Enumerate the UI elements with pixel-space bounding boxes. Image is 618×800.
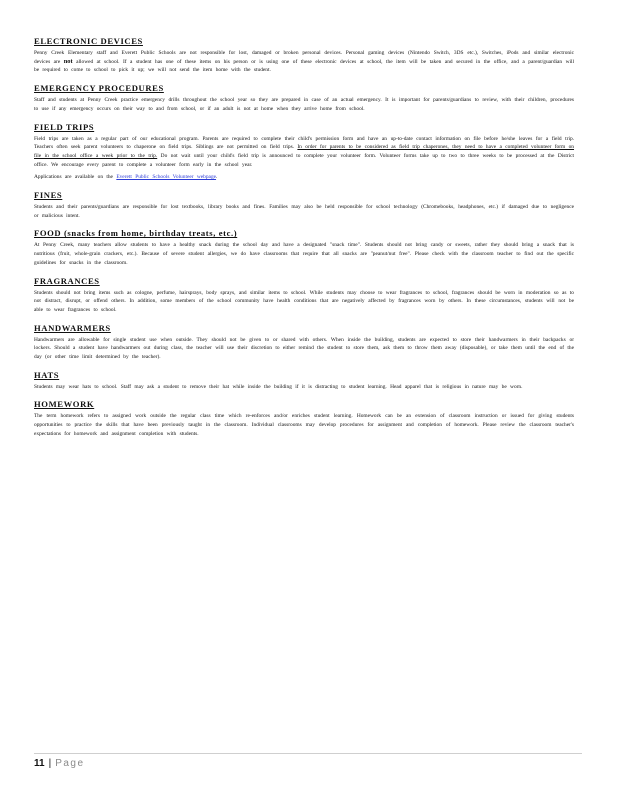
section-paragraph: [34, 241, 574, 267]
section-handwarmers: [34, 323, 574, 362]
paragraph-text: Students and their parents/guardians are responsible for lost textbooks, library books and fines. Families may also be held responsible for school technology (Chromebooks, headphones, etc.) if damaged due to negligence or malicious intent.: [34, 204, 574, 219]
paragraph-text: Students may wear hats to school. Staff may ask a student to remove their hat while inside the building if it is distracting to student learning. Head apparel that is religious in nature may be worn.: [34, 383, 523, 390]
volunteer-webpage-link[interactable]: Everett Public Schools Volunteer webpage: [116, 174, 217, 181]
paragraph-text: Students should not bring items such as cologne, perfume, hairsprays, body sprays, and similar items to school. While students may choose to wear fragrances to school, fragrances should be worn in moderation so as to not distract, disrupt, or offend others. In addition, some members of the school community have health conditions that are negatively affected by fragrances worn by others. In these circumstances, students will not be able to wear fragrances to school.: [34, 289, 574, 313]
paragraph-text: allowed at school. If a student has one of these items on his person or is using one of these electronic devices at school, the item will be taken and secured in the office, and a parent/guardian will be required to come to school to pick it up; we will not send the item home with the student.: [34, 58, 574, 74]
handbook-page: [34, 36, 574, 447]
paragraph-text: Penny Creek Elementary staff and Everett Public Schools are not responsible for lost, damaged or broken personal devices. Personal gaming devices (Nintendo Switch, 3DS etc.), Switches, iPods and similar electronic devices are: [34, 50, 574, 65]
underlined-text: In order for parents to be considered as field trip chaperones, they need to have a completed volunteer form on file in the school office a week prior to the trip.: [34, 144, 575, 159]
section-paragraph: [34, 289, 574, 315]
section-paragraph: [34, 49, 574, 75]
section-fines: [34, 190, 574, 220]
paragraph-text: Staff and students at Penny Creek practice emergency drills throughout the school year so they are prepared in case of an actual emergency. It is important for parents/guardians to review, with their children, procedures to use if any emergency occurs on their way to and from school, or if an adult is not at home when they arrive home from school.: [34, 97, 574, 112]
section-heading: FINES: [34, 190, 63, 201]
section-heading: ELECTRONIC DEVICES: [34, 36, 143, 46]
page-footer: [34, 753, 582, 769]
bold-emphasis: not: [63, 57, 73, 65]
section-paragraph: [34, 336, 574, 362]
section-heading: FIELD TRIPS: [34, 121, 95, 132]
paragraph-text: .: [216, 174, 218, 181]
section-hats: [34, 370, 574, 392]
section-homework: [34, 399, 574, 438]
section-heading: HANDWARMERS: [34, 322, 111, 333]
paragraph-text: Handwarmers are allowable for single student use when outside. They should not be given to or shared with others. When inside the building, students are expected to store their handwarmers in their backpacks or lockers. Should a student have handwarmers out during class, the teacher will use their discretion to either remind the student to store them, ask them to throw them away (disposable), or take them until the end of the day (or other time limit determined by the teacher).: [34, 336, 574, 361]
section-heading: FOOD (snacks from home, birthday treats, etc.): [34, 228, 238, 239]
section-fragrances: [34, 276, 574, 315]
section-paragraph: [34, 383, 574, 392]
footer-separator: |: [48, 758, 52, 769]
section-paragraph: [34, 96, 574, 113]
section-heading: EMERGENCY PROCEDURES: [34, 83, 164, 94]
paragraph-text: Field trips are taken as a regular part of our educational program. Parents are required to complete their child's permission form and have an up-to-date contact information on file before he/she leaves for a field trip. Teachers often seek parent volunteers to chaperone on field trips. Siblings are not permitted on field trips.: [34, 135, 574, 151]
paragraph-text: Applications are available on the: [34, 174, 117, 181]
section-food: [34, 228, 574, 267]
page-number: 11: [34, 758, 45, 769]
section-electronic: [34, 36, 574, 75]
section-field: [34, 122, 574, 183]
section-paragraph: [34, 173, 574, 182]
section-paragraph: [34, 135, 574, 170]
section-paragraph: [34, 412, 574, 438]
paragraph-text: At Penny Creek, many teachers allow students to have a healthy snack during the school day and have a designated "snack time". Students should not bring candy or sweets, rather they should bring a snack that is nutritious (fruit, whole-grain crackers, etc.). Because of severe student allergies, we do have classrooms that require that all snacks are "peanut/nut free". Please check with the classroom teacher to find out the specific guidelines for snacks in the classroom.: [34, 242, 574, 266]
section-heading: HOMEWORK: [34, 399, 95, 410]
section-paragraph: [34, 203, 574, 220]
section-emergency: [34, 83, 574, 113]
paragraph-text: The term homework refers to assigned work outside the regular class time which re-enforces and/or enriches student learning. Homework can be an extension of classroom instruction or issued for giving students opportunities to practice the skills that have been previously taught in the classroom. Individual classrooms may develop procedures for assignment and completion of homework. Please review the classroom teacher's expectations for homework and assignment completion with students.: [34, 413, 574, 437]
paragraph-text: Do not wait until your child's field trip is announced to complete your volunteer form. Volunteer forms take up to two to three weeks to be processed at the District office. We encourage every parent to complete a volunteer form early in the school year.: [34, 152, 574, 168]
section-heading: FRAGRANCES: [34, 275, 100, 286]
section-heading: HATS: [34, 369, 60, 380]
page-label: Page: [55, 758, 85, 769]
